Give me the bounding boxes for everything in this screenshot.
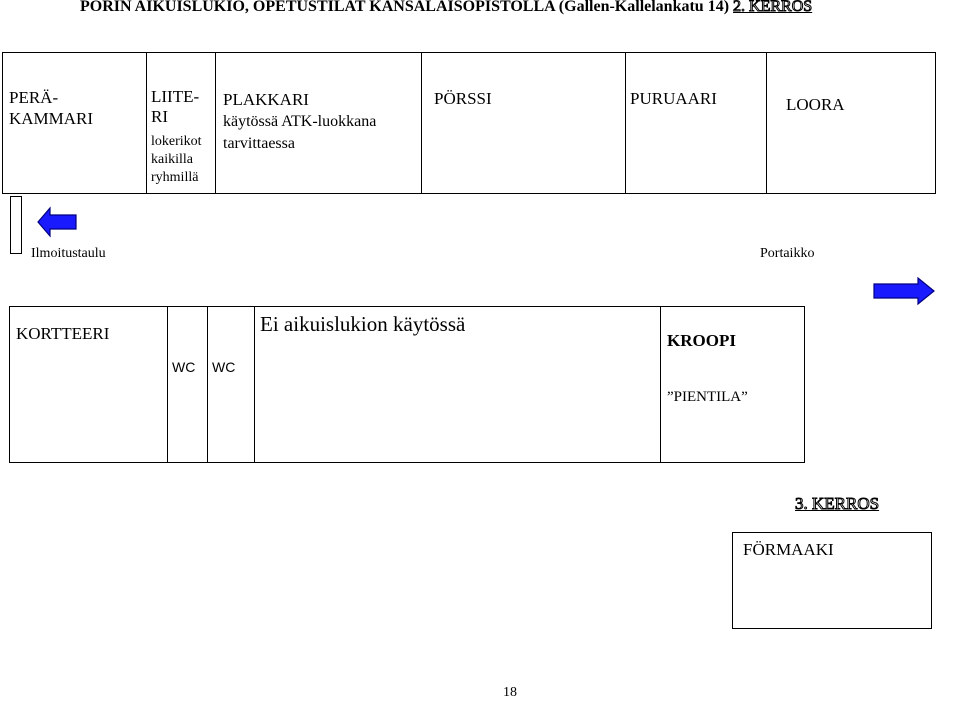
third-floor-label: 3. KERROS <box>795 494 880 513</box>
stairs-label: Portaikko <box>760 246 815 261</box>
area-not-in-use <box>254 306 661 463</box>
room-perakammari <box>2 52 147 194</box>
arrow-right-icon <box>872 276 936 306</box>
room-plakkari-name: PLAKKARI <box>223 90 309 109</box>
not-in-use-label: Ei aikuislukion käytössä <box>260 312 466 336</box>
room-kroopi <box>660 306 805 463</box>
notice-board-label: Ilmoitustaulu <box>31 246 106 261</box>
room-perakammari-line1: PERÄ- <box>9 88 59 107</box>
room-liiteri <box>146 52 216 194</box>
room-liiteri-note1: lokerikot <box>151 134 202 149</box>
room-plakkari-note1: käytössä ATK-luokkana <box>223 113 377 130</box>
room-wc-2-label: WC <box>212 359 236 375</box>
room-porssi-name: PÖRSSI <box>434 89 492 108</box>
page-number: 18 <box>503 685 517 700</box>
room-kroopi-name: KROOPI <box>667 331 736 350</box>
room-wc-1 <box>167 306 208 463</box>
room-kortteeri-name: KORTTEERI <box>16 324 110 343</box>
notice-board-shape <box>10 196 22 254</box>
room-perakammari-line2: KAMMARI <box>9 109 94 128</box>
room-puruaari <box>625 52 767 194</box>
room-formaaki-name: FÖRMAAKI <box>743 540 834 559</box>
room-formaaki <box>732 532 932 629</box>
room-plakkari-note2: tarvittaessa <box>223 135 295 152</box>
room-plakkari <box>215 52 422 194</box>
arrow-left-icon <box>36 204 78 240</box>
room-wc-2 <box>207 306 255 463</box>
room-porssi <box>421 52 626 194</box>
room-pientila-label: ”PIENTILA” <box>667 389 748 405</box>
room-wc-1-label: WC <box>172 359 196 375</box>
room-liiteri-line2: RI <box>151 107 168 126</box>
page-title <box>80 0 812 16</box>
room-liiteri-note2: kaikilla <box>151 152 193 167</box>
room-liiteri-note3: ryhmillä <box>151 170 199 185</box>
room-liiteri-line1: LIITE- <box>151 87 200 106</box>
floor-label: 2. KERROS <box>733 0 813 15</box>
room-kortteeri <box>9 306 168 463</box>
room-puruaari-name: PURUAARI <box>630 89 717 108</box>
building-title: PORIN AIKUISLUKIO, OPETUSTILAT KANSALAISOPISTOLLA (Gallen-Kallelankatu 14) <box>80 0 730 15</box>
room-loora <box>766 52 936 194</box>
room-loora-name: LOORA <box>786 95 845 114</box>
